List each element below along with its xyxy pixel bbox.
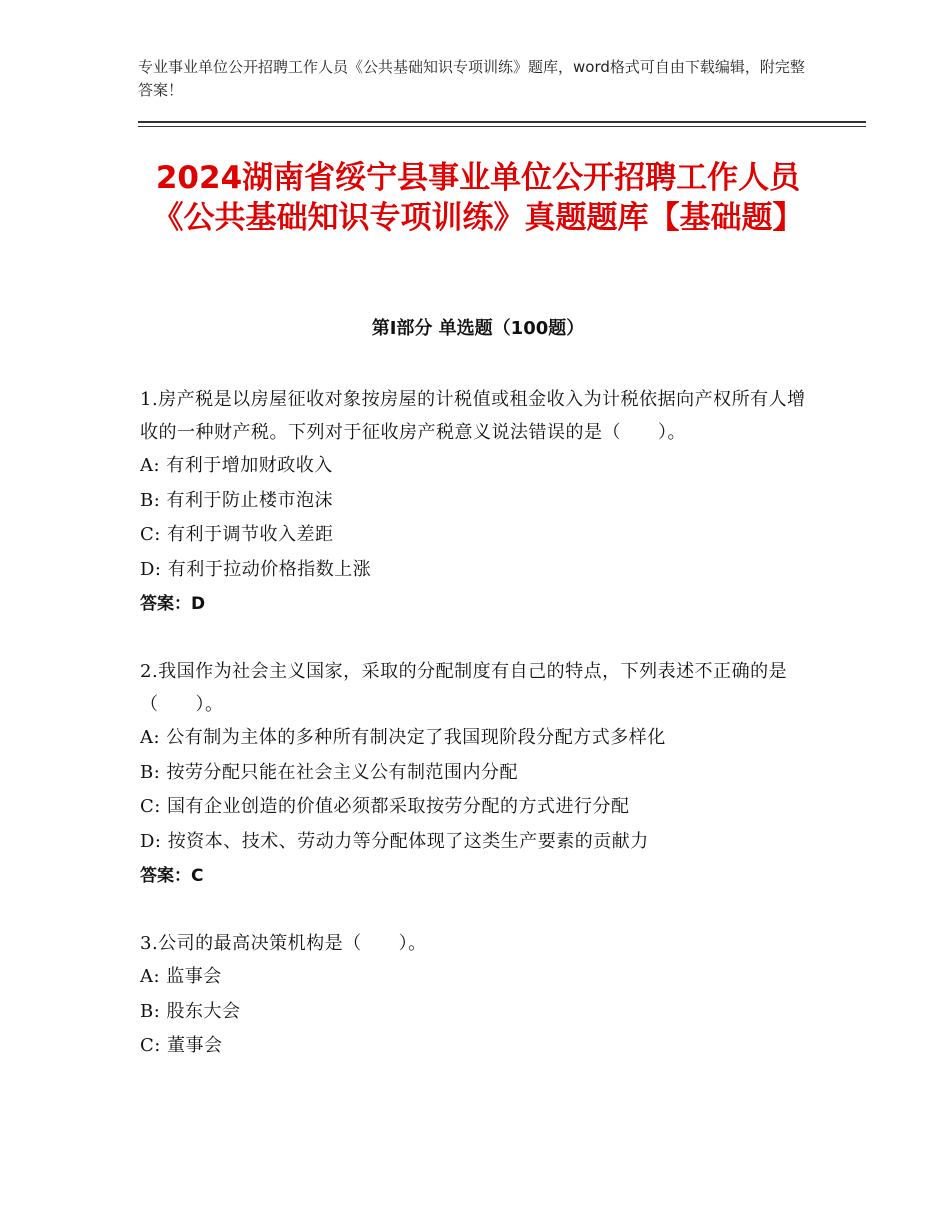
question-stem: 1.房产税是以房屋征收对象按房屋的计税值或租金收入为计税依据向产权所有人增收的一种财产税。下列对于征收房产税意义说法错误的是（ ）。 xyxy=(140,389,806,443)
option-a: A: 公有制为主体的多种所有制决定了我国现阶段分配方式多样化 xyxy=(140,727,666,748)
option-a: A: 有利于增加财政收入 xyxy=(140,455,333,476)
option-c: C: 有利于调节收入差距 xyxy=(140,524,334,545)
option-b: B: 有利于防止楼市泡沫 xyxy=(140,489,334,511)
answer-label: 答案：D xyxy=(140,594,206,614)
answer-label: 答案：C xyxy=(140,866,204,886)
question-stem: 3.公司的最高决策机构是（ ）。 xyxy=(140,933,427,954)
option-b: B: 按劳分配只能在社会主义公有制范围内分配 xyxy=(140,761,519,783)
question-3 xyxy=(140,927,820,1064)
option-d: D: 按资本、技术、劳动力等分配体现了这类生产要素的贡献力 xyxy=(140,830,649,852)
section-heading: 第Ⅰ部分 单选题（100题） xyxy=(371,318,585,339)
question-1 xyxy=(140,383,820,621)
option-d: D: 有利于拉动价格指数上涨 xyxy=(140,558,372,580)
option-a: A: 监事会 xyxy=(140,966,222,987)
header-rule-thin xyxy=(138,126,866,127)
header-rule-thick xyxy=(138,121,866,123)
document-title: 2024湖南省绥宁县事业单位公开招聘工作人员《公共基础知识专项训练》真题题库【基础题】 xyxy=(152,160,804,236)
header-note: 专业事业单位公开招聘工作人员《公共基础知识专项训练》题库，word格式可自由下载编辑，附完整答案！ xyxy=(138,58,805,99)
question-2 xyxy=(140,655,820,893)
question-stem: 2.我国作为社会主义国家，采取的分配制度有自己的特点，下列表述不正确的是（ ）。 xyxy=(140,661,788,715)
option-b: B: 股东大会 xyxy=(140,1000,241,1022)
option-c: C: 董事会 xyxy=(140,1035,223,1056)
option-c: C: 国有企业创造的价值必须都采取按劳分配的方式进行分配 xyxy=(140,796,630,817)
question-list xyxy=(140,383,820,1098)
